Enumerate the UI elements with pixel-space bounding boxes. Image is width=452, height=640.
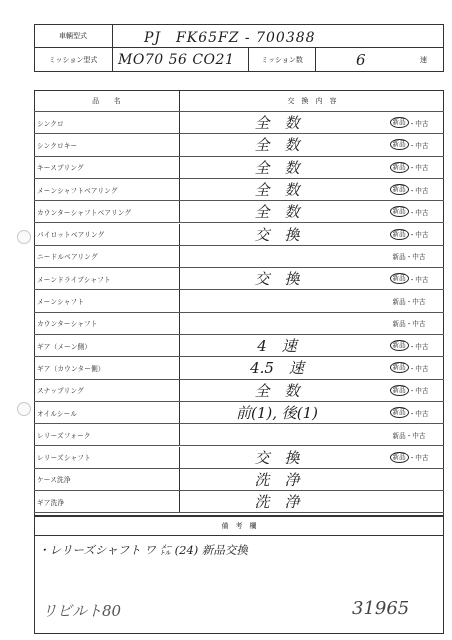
status-separator: ・ — [405, 320, 413, 329]
table-row — [34, 246, 444, 268]
table-row — [34, 447, 444, 469]
status-used: 中古 — [415, 409, 429, 418]
table-row — [34, 402, 444, 424]
status-separator: ・ — [408, 387, 416, 396]
status-used: 中古 — [415, 387, 429, 396]
new-used-status — [374, 380, 444, 401]
part-name: ケース洗浄 — [34, 469, 180, 490]
new-used-status — [374, 313, 444, 334]
status-new: 新品 — [392, 298, 406, 307]
part-name: レリーズシャフト — [34, 447, 180, 468]
exchange-content — [180, 313, 374, 334]
status-used: 中古 — [415, 231, 429, 240]
exchange-content: 全 数 — [254, 203, 300, 222]
status-used: 中古 — [415, 275, 429, 284]
mission-type-label: ミッション型式 — [34, 48, 113, 72]
part-name: シンクロキー — [34, 134, 180, 155]
status-separator: ・ — [408, 231, 416, 240]
remarks-text: ・レリーズシャフト ワ ㍍ (24) 新品交換 — [38, 543, 248, 557]
exchange-content: 全 数 — [254, 158, 300, 177]
new-used-status — [374, 424, 444, 445]
new-used-status — [374, 268, 444, 289]
status-used: 中古 — [412, 253, 426, 262]
table-row — [34, 224, 444, 246]
table-row — [34, 313, 444, 335]
table-row — [34, 201, 444, 223]
status-used: 中古 — [415, 364, 429, 373]
status-used: 中古 — [412, 431, 426, 440]
status-separator: ・ — [408, 409, 416, 418]
new-used-status — [374, 357, 444, 378]
status-used: 中古 — [415, 454, 429, 463]
exchange-content: 全 数 — [254, 114, 300, 133]
mission-count-label: ミッション数 — [248, 48, 316, 72]
table-row — [34, 469, 444, 491]
status-new: 新品 — [390, 385, 409, 396]
status-used: 中古 — [412, 298, 426, 307]
status-new: 新品 — [390, 184, 409, 195]
col-name-header: 品 名 — [34, 90, 180, 111]
exchange-content: 全 数 — [254, 381, 300, 400]
part-name: メーンシャフト — [34, 290, 180, 311]
vehicle-type-row — [34, 24, 444, 48]
part-name: ギア（メーン側） — [34, 335, 180, 356]
status-separator: ・ — [408, 141, 416, 150]
footer-right-note: 31965 — [352, 598, 410, 619]
new-used-status — [374, 246, 444, 267]
status-separator: ・ — [405, 431, 413, 440]
table-row — [34, 491, 444, 513]
status-used: 中古 — [415, 141, 429, 150]
part-name: キースプリング — [34, 157, 180, 178]
status-new: 新品 — [392, 431, 406, 440]
mission-count-unit: 速 — [420, 56, 427, 64]
exchange-content — [180, 246, 374, 267]
new-used-status — [374, 224, 444, 245]
status-new: 新品 — [390, 407, 409, 418]
col-exchange-header: 交 換 内 容 — [287, 96, 337, 105]
status-new: 新品 — [390, 162, 409, 173]
status-used: 中古 — [415, 164, 429, 173]
part-name: スナップリング — [34, 380, 180, 401]
new-used-status — [374, 179, 444, 200]
footer-left-note: リビルト80 — [42, 602, 122, 620]
part-name: カウンターシャフトベアリング — [34, 201, 180, 222]
exchange-content: 前(1), 後(1) — [235, 404, 319, 423]
new-used-status — [374, 402, 444, 423]
part-name: カウンターシャフト — [34, 313, 180, 334]
status-separator: ・ — [408, 164, 416, 173]
table-row — [34, 112, 444, 134]
status-new: 新品 — [390, 229, 409, 240]
status-new: 新品 — [390, 206, 409, 217]
status-new: 新品 — [390, 362, 409, 373]
part-name: ニードルベアリング — [34, 246, 180, 267]
part-name: パイロットベアリング — [34, 224, 180, 245]
status-used: 中古 — [415, 208, 429, 217]
new-used-status — [374, 112, 444, 133]
status-used: 中古 — [415, 342, 429, 351]
table-row — [34, 157, 444, 179]
table-row — [34, 380, 444, 402]
part-name: メーンドライブシャフト — [34, 268, 180, 289]
status-new: 新品 — [390, 273, 409, 284]
exchange-content — [180, 424, 374, 445]
part-name: ギア洗浄 — [34, 491, 180, 512]
status-new: 新品 — [392, 320, 406, 329]
table-row — [34, 357, 444, 379]
exchange-content: 洗 浄 — [254, 470, 300, 489]
binder-hole — [17, 402, 31, 416]
vehicle-type-label: 車輌型式 — [34, 24, 113, 47]
status-separator: ・ — [408, 454, 416, 463]
exchange-content: 全 数 — [254, 136, 300, 155]
part-name: ギア（カウンター側） — [34, 357, 180, 378]
new-used-status — [374, 134, 444, 155]
mission-type-value: MO70 56 CO21 — [118, 52, 235, 68]
new-used-status — [374, 335, 444, 356]
new-used-status — [374, 447, 444, 468]
exchange-content: 4 速 — [257, 337, 297, 356]
status-new: 新品 — [390, 340, 409, 351]
status-separator: ・ — [405, 298, 413, 307]
status-new: 新品 — [390, 452, 409, 463]
status-separator: ・ — [408, 186, 416, 195]
table-row — [34, 290, 444, 312]
new-used-status — [374, 157, 444, 178]
status-new: 新品 — [392, 253, 406, 262]
table-row — [34, 268, 444, 290]
table-header-row — [34, 90, 444, 112]
new-used-status — [374, 201, 444, 222]
exchange-content: 交 換 — [254, 270, 300, 289]
status-separator: ・ — [408, 119, 416, 128]
status-used: 中古 — [412, 320, 426, 329]
mission-count-value: 6 — [356, 51, 366, 69]
status-separator: ・ — [408, 275, 416, 284]
exchange-content: 4.5 速 — [250, 359, 304, 378]
status-used: 中古 — [415, 186, 429, 195]
status-separator: ・ — [405, 253, 413, 262]
binder-hole — [17, 230, 31, 244]
exchange-content: 全 数 — [254, 181, 300, 200]
table-row — [34, 424, 444, 446]
status-used: 中古 — [415, 119, 429, 128]
exchange-content: 交 換 — [254, 448, 300, 467]
exchange-content — [180, 290, 374, 311]
exchange-content: 交 換 — [254, 225, 300, 244]
status-new: 新品 — [390, 117, 409, 128]
part-name: オイルシール — [34, 402, 180, 423]
remarks-label: 備 考 欄 — [34, 516, 444, 536]
mission-type-row — [34, 48, 444, 72]
table-row — [34, 134, 444, 156]
vehicle-type-value: PJ FK65FZ - 700388 — [144, 30, 316, 46]
status-separator: ・ — [408, 342, 416, 351]
status-new: 新品 — [390, 139, 409, 150]
status-separator: ・ — [408, 364, 416, 373]
part-name: シンクロ — [34, 112, 180, 133]
exchange-content: 洗 浄 — [254, 493, 300, 512]
part-name: レリーズフォーク — [34, 424, 180, 445]
part-name: メーンシャフトベアリング — [34, 179, 180, 200]
table-row — [34, 335, 444, 357]
status-separator: ・ — [408, 208, 416, 217]
table-row — [34, 179, 444, 201]
new-used-status — [374, 290, 444, 311]
